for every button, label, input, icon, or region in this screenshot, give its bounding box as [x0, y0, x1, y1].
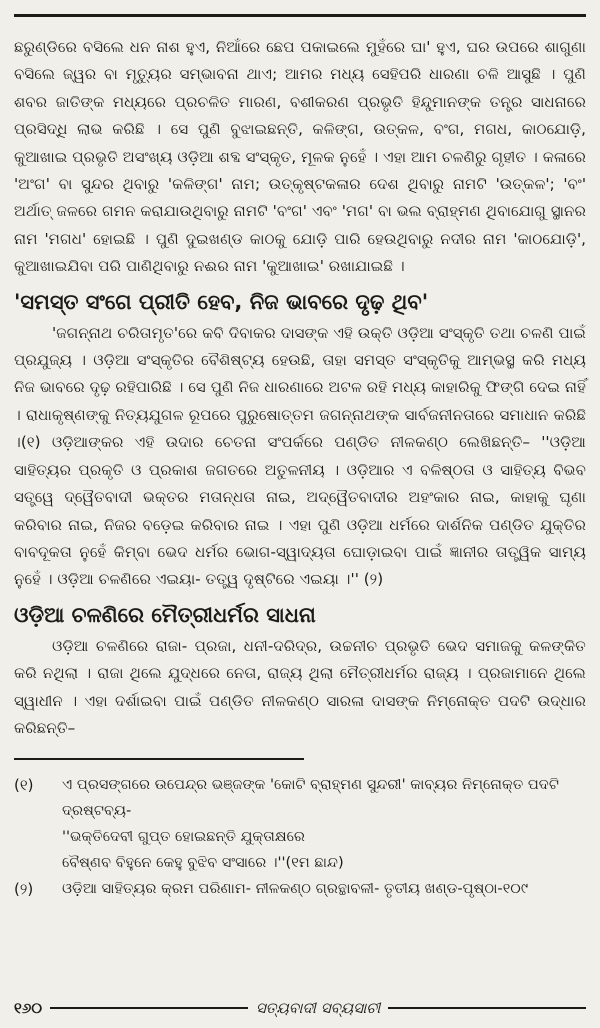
paragraph-intro: ଛରୁଣ୍ଡିରେ ବସିଲେ ଧନ ନାଶ ହୁଏ, ନିଆଁରେ ଛେପ ପକାଇଲେ ମୁହଁରେ ଘା' ହୁଏ, ଘର ଉପରେ ଶାଗୁଣା ବସିଲେ ଜ୍ୱର ବା ମୃତ୍ୟୁର ସମ୍ଭାବନା ଥାଏ; ଆମର ମଧ୍ୟ ସେହିପରି ଧାରଣା ଚଳି ଆସୁଛି । ପୁଣି ଶବର ଜାତିଙ୍କ ମଧ୍ୟରେ ପ୍ରଚଳିତ ମାରଣ, ବଶୀକରଣ ପ୍ରଭୃତି ହିନ୍ଦୁମାନଙ୍କ ତନ୍ତ୍ର ସାଧନାରେ ପ୍ରସିଦ୍ଧି ଲାଭ କରିଛି । ସେ ପୁଣି ବୁଝାଇଛନ୍ତି, କଳିଙ୍ଗ, ଉତ୍କଳ, ବଂଗ, ମଗଧ, କାଠଯୋଡ଼ି, କୁଆଖାଇ ପ୍ରଭୃତି ଅସଂଖ୍ୟ ଓଡ଼ିଆ ଶବ୍ଦ ସଂସ୍କୃତ, ମୂଳକ ନୁହେଁ । ଏହା ଆମ ଚଳଣିରୁ ଗୃହୀତ । କଳାରେ 'ଅଂଗ' ବା ସୁନ୍ଦର ଥିବାରୁ 'କଳିଙ୍ଗ' ନାମ; ଉତ୍କୃଷ୍ଟକଳାର ଦେଶ ଥିବାରୁ ନାମଟି 'ଉତ୍କଳ'; 'ବଂ' ଅର୍ଥାତ୍ ଜଳରେ ଗମନ କରାଯାଉଥିବାରୁ ନାମଟି 'ବଂଗ' ଏବଂ 'ମଗ' ବା ଭଲ ବ୍ରାହ୍ମଣ ଥିବାଯୋଗୁ ସ୍ଥାନର ନାମ 'ମଗଧ' ହୋଇଛି । ପୁଣି ଦୁଇଖଣ୍ଡ କାଠକୁ ଯୋଡ଼ି ପାରି ହେଉଥିବାରୁ ନଦୀର ନାମ 'କାଠଯୋଡ଼ି', କୁଆଖାଇଯିବା ପରି ପାଣିଥିବାରୁ ନଈର ନାମ 'କୁଆଖାଇ' ରଖାଯାଇଛି । — [14, 38, 586, 276]
footnote-rule — [14, 758, 304, 760]
section-heading-harmony: 'ସମସ୍ତ ସଂଗେ ପ୍ରୀତି ହେବ, ନିଜ ଭାବରେ ଦୃଢ଼ ଥିବ' — [14, 289, 429, 314]
footer-rule-right — [388, 1007, 586, 1009]
book-title: ସତ୍ୟବାଦୀ ସବ୍ୟସାଚୀ — [255, 999, 381, 1017]
page-footer — [14, 996, 586, 1020]
section-heading-maitri-dharma: ଓଡ଼ିଆ ଚଳଣିରେ ମୈତ୍ରୀଧର୍ମର ସାଧନା — [14, 602, 316, 627]
footnote-body — [62, 772, 586, 876]
main-text — [14, 34, 586, 902]
footer-rule-left — [50, 1007, 248, 1009]
footnote-line: ଏ ପ୍ରସଙ୍ଗରେ ଉପେନ୍ଦ୍ର ଭଞ୍ଜଙ୍କ 'କୋଟି ବ୍ରାହ୍ମଣ ସୁନ୍ଦରୀ' କାବ୍ୟର ନିମ୍ନୋକ୍ତ ପଦଟି ଦ୍ରଷ୍ଟବ୍ୟ- — [62, 776, 559, 820]
footnote-1 — [14, 772, 586, 876]
footnote-number: (୨) — [14, 880, 34, 899]
paragraph-raja-praja: ଓଡ଼ିଆ ଚଳଣିରେ ରାଜା- ପ୍ରଜା, ଧନୀ-ଦରିଦ୍ର, ଉଚ୍ଚନୀଚ ପ୍ରଭୃତି ଭେଦ ସମାଜକୁ କଳଙ୍କିତ କରି ନଥିଲା । ରାଜା ଥିଲେ ଯୁଦ୍ଧରେ ନେତା, ରାଜ୍ୟ ଥିଲା ମୈତ୍ରୀଧର୍ମର ରାଜ୍ୟ । ପ୍ରଜାମାନେ ଥିଲେ ସ୍ୱାଧୀନ । ଏହା ଦର୍ଶାଇବା ପାଇଁ ପଣ୍ଡିତ ନୀଳକଣ୍ଠ ସାରଳା ଦାସଙ୍କ ନିମ୍ନୋକ୍ତ ପଦଟି ଉଦ୍ଧାର କରିଛନ୍ତି– — [14, 636, 586, 737]
footnote-number: (୧) — [14, 776, 34, 795]
footnote-quote-line: ବୈଷ୍ଣବ ବିହୁନେ କେହୁ ବୁଝିବ ସଂସାରେ ।''(୧ମ ଛାନ୍ଦ) — [62, 854, 344, 872]
footnote-body — [62, 876, 586, 902]
page-number: ୧୬୦ — [14, 999, 43, 1017]
top-rule — [14, 14, 586, 17]
footnote-quote-line: ''ଭକ୍ତିଦେବୀ ଗୁପ୍ତ ହୋଇଛନ୍ତି ଯୁକ୍ତାକ୍ଷରେ — [62, 828, 305, 846]
book-page — [14, 0, 586, 1028]
footnote-2 — [14, 876, 586, 902]
paragraph-jagannath: 'ଜଗନ୍ନାଥ ଚରିତାମୃତ'ରେ କବି ଦିବାକର ଦାସଙ୍କ ଏହି ଉକ୍ତି ଓଡ଼ିଆ ସଂସ୍କୃତି ତଥା ଚଳଣି ପାଇଁ ପ୍ରଯୁଜ୍ୟ । ଓଡ଼ିଆ ସଂସ୍କୃତିର ବୈଶିଷ୍ଟ୍ୟ ହେଉଛି, ତାହା ସମସ୍ତ ସଂସ୍କୃତିକୁ ଆମ୍ଭସ୍ଥ କରି ମଧ୍ୟ ନିଜ ଭାବରେ ଦୃଢ଼ ରହିପାରିଛି । ସେ ପୁଣି ନିଜ ଧାରଣାରେ ଅଟଳ ରହି ମଧ୍ୟ କାହାରିକୁ ଫିଙ୍ଗି ଦେଇ ନାହିଁ । ରାଧାକୃଷ୍ଣଙ୍କୁ ନିତ୍ୟଯୁଗଳ ରୂପରେ ପୁରୁଷୋତ୍ତମ ଜଗନ୍ନାଥଙ୍କ ସାର୍ବଜନୀନତାରେ ସମାଧାନ କରିଛି ।(୧) ଓଡ଼ିଆଙ୍କର ଏହି ଉଦାର ଚେତନା ସଂପର୍କରେ ପଣ୍ଡିତ ନୀଳକଣ୍ଠ ଲେଖିଛନ୍ତି– ''ଓଡ଼ିଆ ସାହିତ୍ୟର ପ୍ରକୃତି ଓ ପ୍ରକାଶ ଜଗତରେ ଅତୁଳନୀୟ । ଓଡ଼ିଆର ଏ ବଳିଷ୍ଠତା ଓ ସାହିତ୍ୟ ବିଭବ ସତ୍ତ୍ୱେ ଦ୍ୱୈତବାଦୀ ଭକ୍ତର ମତାନ୍ଧତା ନାଇ, ଅଦ୍ୱୈତବାଦୀର ଅହଂକାର ନାଇ, କାହାକୁ ଘୃଣା କରିବାର ନାଇ, ନିଜର ବଡ଼େଇ କରିବାର ନାଇ । ଏହା ପୁଣି ଓଡ଼ିଆ ଧର୍ମରେ ଦାର୍ଶନିକ ପଣ୍ଡିତ ଯୁକ୍ତିର ବାବଦୂକତା ନୁହେଁ କିମ୍ବା ଭେଦ ଧର୍ମର ଭୋଗ-ସ୍ୱାଦ୍ୟତା ଘୋଡ଼ାଇବା ପାଇଁ ଜ୍ଞାନୀର ତାତ୍ତ୍ୱିକ ସାମ୍ୟ ନୁହେଁ । ଓଡ଼ିଆ ଚଳଣିରେ ଏଇୟା- ତତ୍ତ୍ୱ ଦୃଷ୍ଟିରେ ଏଇୟା ।'' (୨) — [14, 323, 586, 589]
footnote-line: ଓଡ଼ିଆ ସାହିତ୍ୟର କ୍ରମ ପରିଣାମ- ନୀଳକଣ୍ଠ ଗ୍ରନ୍ଥାବଳୀ- ତୃତୀୟ ଖଣ୍ଡ-ପୃଷ୍ଠା-୧୦୯ — [62, 880, 529, 898]
